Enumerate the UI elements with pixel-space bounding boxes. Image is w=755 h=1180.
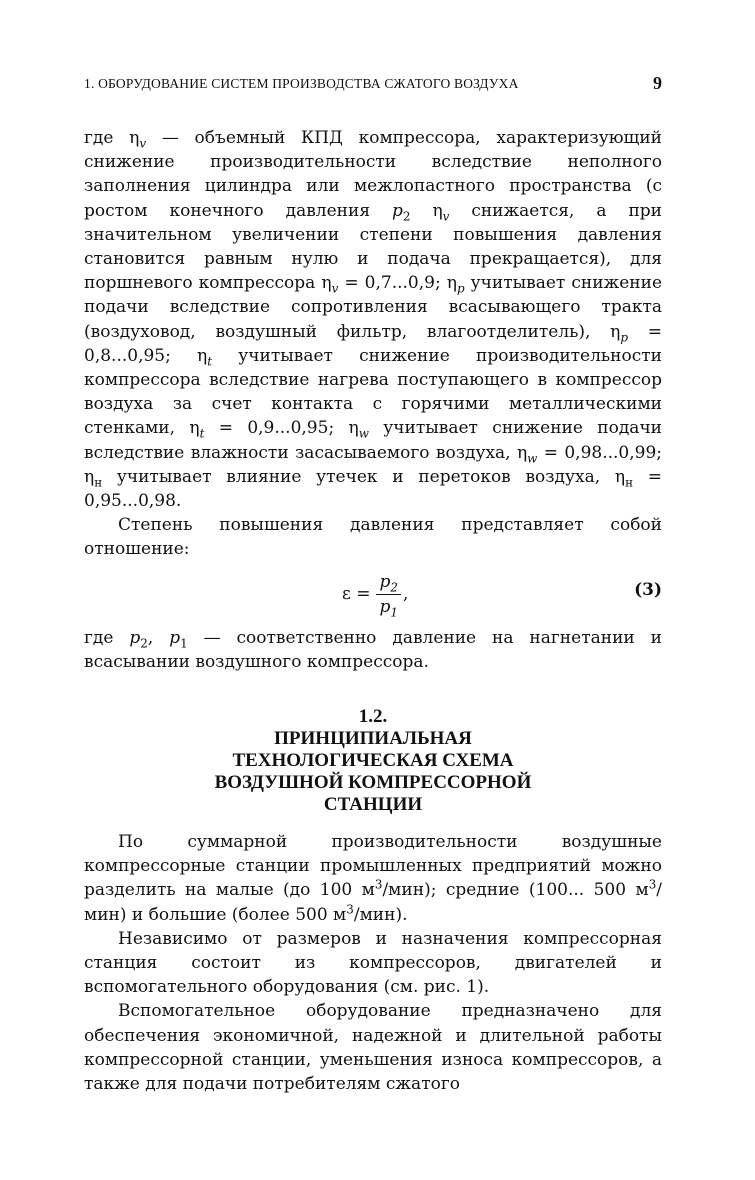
paragraph-pressure-ratio-intro: Степень повышения давления представляет собой отношение: xyxy=(84,515,662,560)
paragraph-pressure-definitions: где $p_2$, $p_1$ — соответственно давление на нагнетании и всасывании воздушного компрессора. xyxy=(84,627,662,672)
formula-expression xyxy=(342,570,408,619)
formula-number: (3) xyxy=(634,579,662,600)
formula-numerator: $p_2$ xyxy=(376,570,400,595)
formula-tail: , xyxy=(402,584,409,605)
section-title-line: СТАНЦИИ xyxy=(323,794,423,816)
formula-denominator: $p_1$ xyxy=(379,596,398,620)
paragraph-auxiliary-equipment: Вспомогательное оборудование предназначено для обеспечения экономичной, надежной и длительной работы компрессорной станции, уменьшения износа компрессоров, а также для подачи потребителям сжатого xyxy=(84,1001,662,1095)
page-body xyxy=(84,126,662,1096)
paragraph-station-sizes: По суммарной производительности воздушные компрессорные станции промышленных предприятий можно разделить на малые (до 100 $м^3/мин$); средние (100... 500 $м^3/мин$) и большие (более 500 $м^3/мин$). xyxy=(84,832,662,925)
page-number: 9 xyxy=(653,73,662,93)
paragraph-station-composition: Независимо от размеров и назначения компрессорная станция состоит из компрессоров, двигателей и вспомогательного оборудования (см. рис. 1). xyxy=(84,928,662,998)
running-header xyxy=(84,73,662,95)
section-heading xyxy=(84,706,662,816)
section-title-line: ПРИНЦИПИАЛЬНАЯ xyxy=(274,728,472,750)
running-header-title: 1. ОБОРУДОВАНИЕ СИСТЕМ ПРОИЗВОДСТВА СЖАТОГО ВОЗДУХА xyxy=(84,76,519,91)
section-number: 1.2. xyxy=(358,706,388,728)
formula-fraction xyxy=(376,570,400,619)
section-title-line: ВОЗДУШНОЙ КОМПРЕССОРНОЙ xyxy=(214,772,532,794)
formula-lhs: ε = xyxy=(342,584,371,605)
section-title-line: ТЕХНОЛОГИЧЕСКАЯ СХЕМА xyxy=(232,750,514,772)
paragraph-efficiency-definitions: где $\eta_v$ — объемный КПД компрессора, характеризующий снижение производительности вследствие неполного заполнения цилиндра или межлопастного пространства (с ростом конечного давления $p_2$ $\eta_v$ снижается, а при значительном увеличении степени повышения давления становится равным нулю и подача прекращается), для поршневого компрессора $\eta_v = 0,7...0,9$; $\eta_p$ учитывает снижение подачи вследствие сопротивления всасывающего тракта (воздуховод, воздушный фильтр, влагоотделитель), $\eta_p = 0,8...0,95$; $\eta_t$ учитывает снижение производительности компрессора вследствие нагрева поступающего в компрессор воздуха за счет контакта с горячими металлическими стенками, $\eta_t = 0,9...0,95$; $\eta_w$ учитывает снижение подачи вследствие влажности засасываемого воздуха, $\eta_w = 0,98...0,99$; $\eta_н$ учитывает влияние утечек и перетоков воздуха, $\eta_н = 0,95...0,98$. xyxy=(84,128,663,512)
formula-pressure-ratio xyxy=(84,564,662,622)
